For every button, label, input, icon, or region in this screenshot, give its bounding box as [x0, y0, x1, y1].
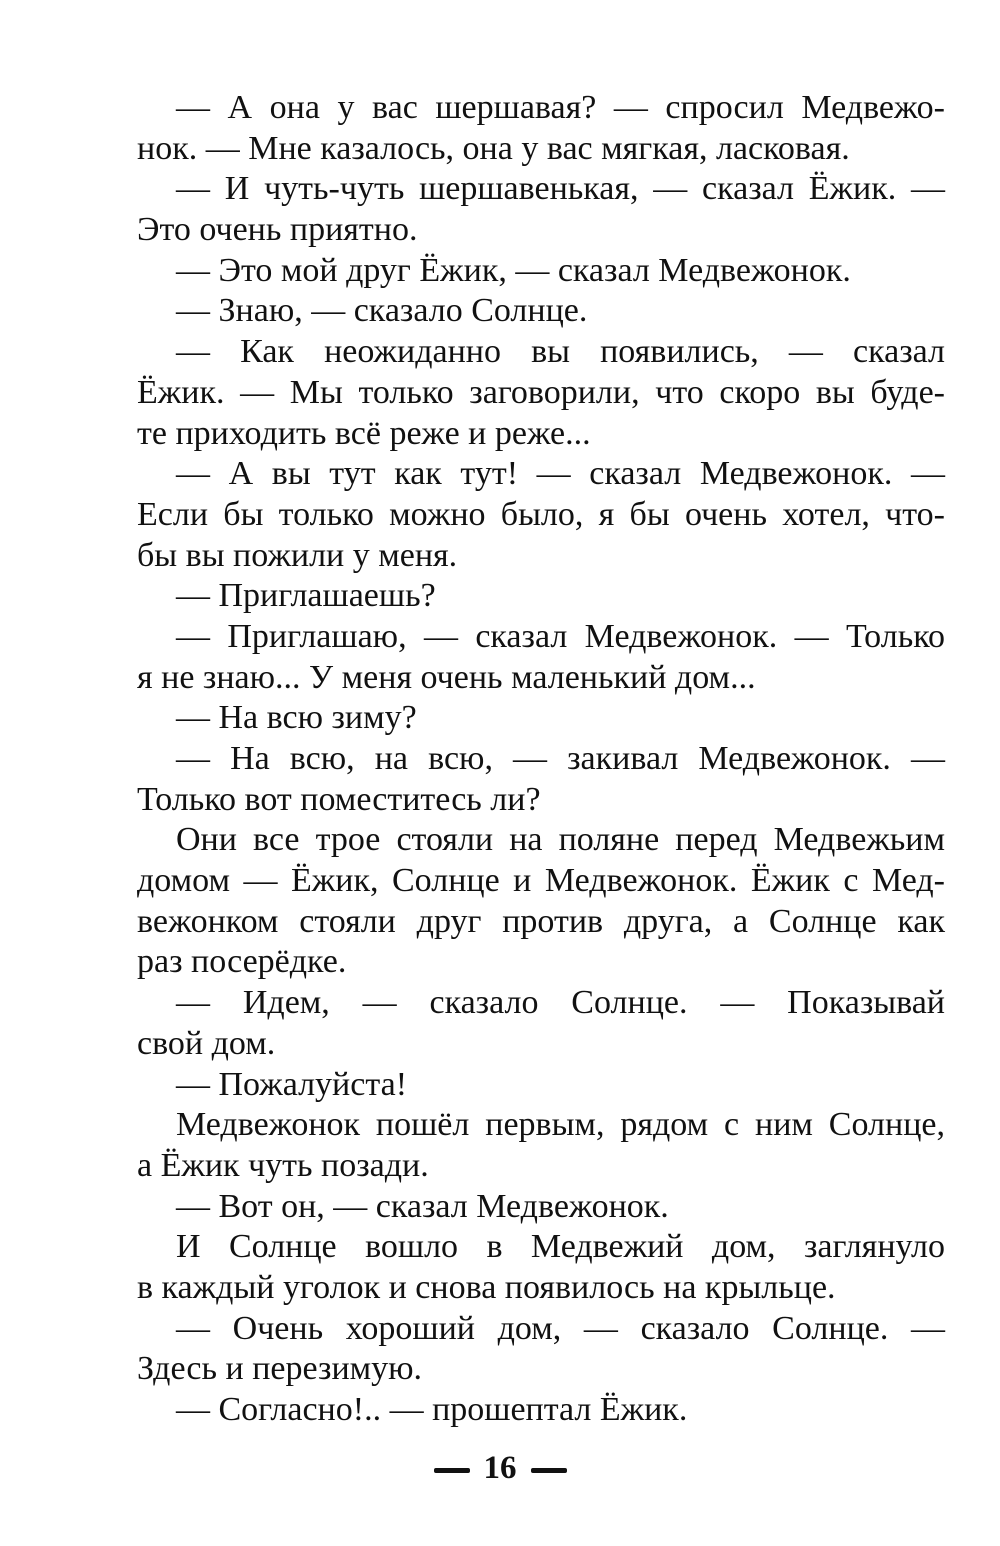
text-line: — И чуть-чуть шершавенькая, — сказал Ёжик. —: [176, 170, 945, 208]
text-line: — Идем, — сказало Солнце. — Показывай: [176, 984, 945, 1022]
text-line: — На всю, на всю, — закивал Медвежонок. —: [176, 740, 945, 777]
page-number: 16: [483, 1450, 517, 1486]
text-line: И Солнце вошло в Медвежий дом, заглянуло: [176, 1228, 945, 1266]
text-line: Это очень приятно.: [137, 211, 418, 249]
text-line: свой дом.: [137, 1024, 276, 1062]
text-line: — На всю зиму?: [176, 699, 417, 737]
text-line: Они все трое стояли на поляне перед Медвежьим: [176, 821, 945, 859]
text-line: те приходить всё реже и реже...: [137, 414, 591, 452]
text-line: — Знаю, — сказало Солнце.: [176, 292, 588, 330]
text-line: в каждый уголок и снова появилось на крыльце.: [137, 1268, 836, 1306]
text-line: — А вы тут как тут! — сказал Медвежонок. —: [176, 455, 945, 493]
text-line: — Как неожиданно вы появились, — сказал: [176, 333, 945, 371]
text-line: домом — Ёжик, Солнце и Медвежонок. Ёжик с Мед-: [137, 862, 945, 900]
text-line: — Пожалуйста!: [176, 1065, 408, 1103]
page-number-dash-right: [531, 1468, 567, 1473]
text-line: Здесь и перезимую.: [137, 1350, 423, 1388]
text-line: а Ёжик чуть позади.: [137, 1146, 429, 1184]
text-line: раз посерёдке.: [137, 943, 347, 981]
text-line: вежонком стояли друг против друга, а Солнце как: [137, 902, 945, 940]
text-line: Если бы только можно было, я бы очень хотел, что-: [137, 495, 945, 533]
text-line: — Очень хороший дом, — сказало Солнце. —: [176, 1309, 945, 1347]
page-number-footer: [0, 1448, 1000, 1488]
text-line: нок. — Мне казалось, она у вас мягкая, ласковая.: [137, 129, 850, 167]
text-line: Только вот поместитесь ли?: [137, 780, 541, 818]
text-line: — Это мой друг Ёжик, — сказал Медвежонок.: [176, 251, 851, 289]
text-line: — Вот он, — сказал Медвежонок.: [176, 1187, 669, 1225]
text-line: я не знаю... У меня очень маленький дом...: [137, 658, 756, 696]
text-line: — Согласно!.. — прошептал Ёжик.: [176, 1391, 688, 1428]
text-line: — Приглашаешь?: [176, 577, 436, 615]
text-line: — Приглашаю, — сказал Медвежонок. — Только: [176, 617, 945, 655]
text-line: Ёжик. — Мы только заговорили, что скоро вы буде-: [137, 373, 945, 411]
page-text: [137, 88, 945, 1431]
page-number-dash-left: [434, 1468, 470, 1473]
text-line: бы вы пожили у меня.: [137, 536, 458, 574]
text-line: Медвежонок пошёл первым, рядом с ним Солнце,: [176, 1106, 945, 1144]
text-line: — А она у вас шершавая? — спросил Медвежо-: [176, 89, 945, 126]
